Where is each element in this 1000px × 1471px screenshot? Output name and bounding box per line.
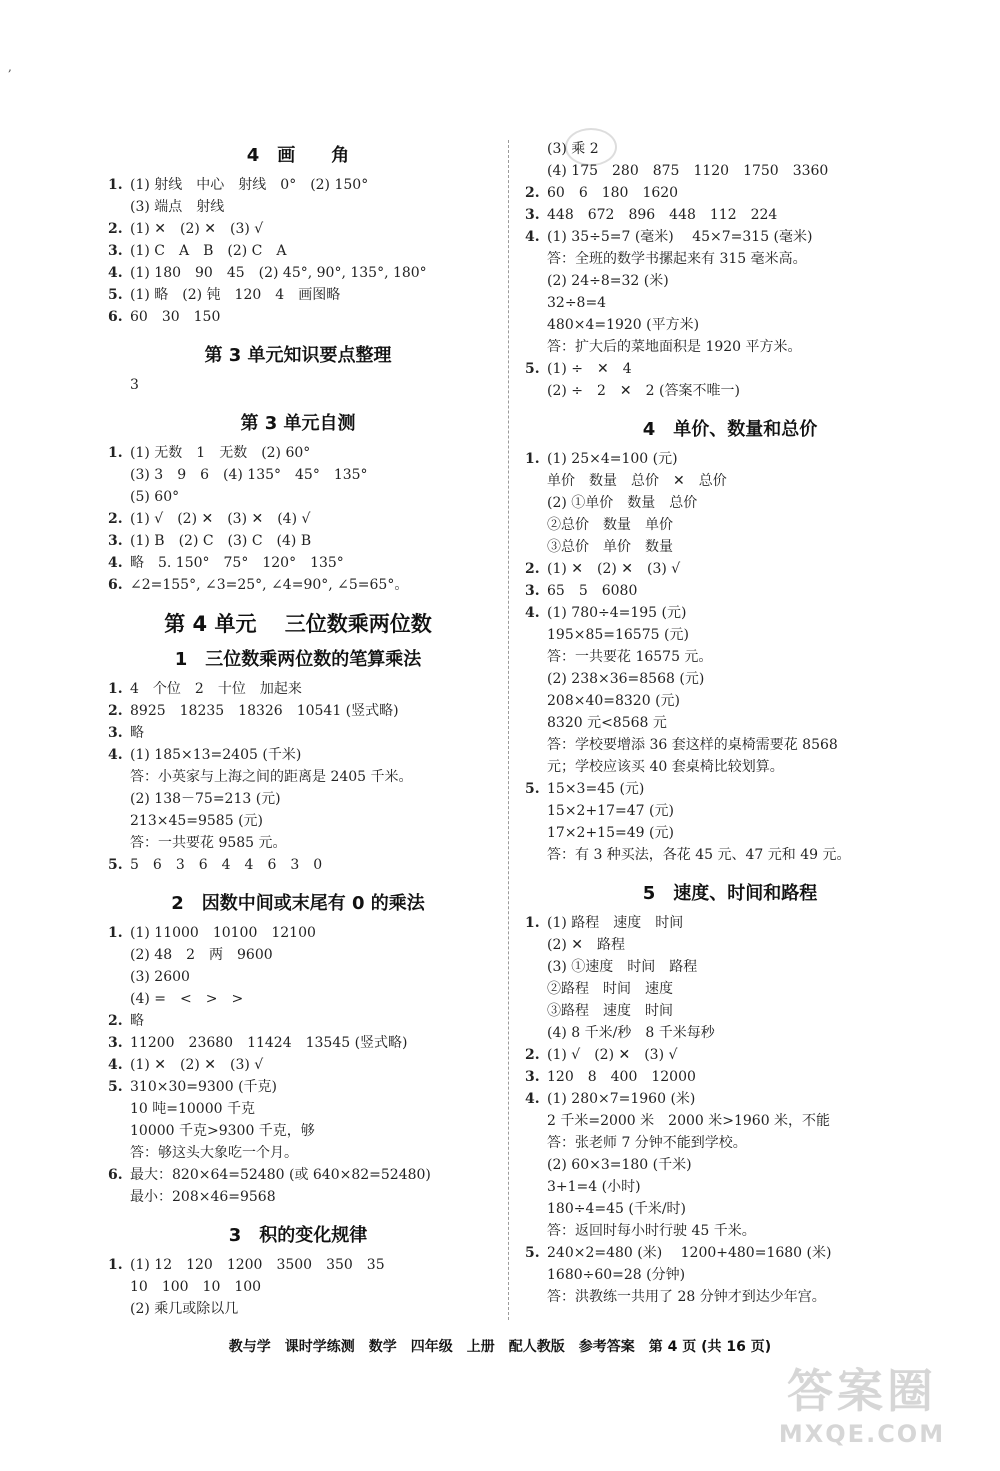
answer-text: 最大：820×64=52480 (或 640×82=52480) (130, 1167, 431, 1183)
answer-line (108, 552, 488, 574)
answer-text: (1) ✕ (2) ✕ (3) √ (130, 221, 264, 237)
answer-text: (3) 乘 2 (547, 141, 599, 157)
answer-text: 最小：208×46=9568 (130, 1189, 276, 1205)
question-number: 2. (525, 561, 540, 577)
answer-text: (1) B (2) C (3) C (4) B (130, 533, 312, 549)
section-heading: 第 3 单元知识要点整理 (204, 345, 392, 366)
answer-text: (1) 25×4=100 (元) (547, 451, 678, 467)
answer-text: 15×3=45 (元) (547, 781, 645, 797)
answer-line (525, 470, 935, 492)
answer-text: 448 672 896 448 112 224 (547, 207, 778, 223)
answer-line (525, 1022, 935, 1044)
answer-text: 答：全班的数学书摞起来有 315 毫米高。 (547, 251, 807, 267)
answer-line (108, 218, 488, 240)
question-number: 5. (108, 287, 123, 303)
answer-text: ∠2=155°, ∠3=25°, ∠4=90°, ∠5=65°。 (130, 577, 409, 593)
page-footer: 教与学 课时学练测 数学 四年级 上册 配人教版 参考答案 第 4 页 (共 16 页) (228, 1339, 772, 1355)
question-number: 5. (525, 361, 540, 377)
question-number: 1. (525, 451, 540, 467)
question-number: 1. (108, 177, 123, 193)
question-number: 1. (108, 1257, 123, 1273)
answer-section (108, 138, 488, 328)
answer-text: (3) 3 9 6 (4) 135° 45° 135° (130, 467, 368, 483)
answer-text: (1) 12 120 1200 3500 350 35 (130, 1257, 385, 1273)
answer-line (108, 1120, 488, 1142)
answer-text: (1) ✕ (2) ✕ (3) √ (130, 1057, 264, 1073)
answer-text: 答：返回时每小时行驶 45 千米。 (547, 1223, 756, 1239)
answer-text: 120 8 400 12000 (547, 1069, 696, 1085)
answer-line (108, 832, 488, 854)
answer-line (108, 262, 488, 284)
answer-line (525, 734, 935, 756)
answer-line (108, 744, 488, 766)
section-heading: 2 因数中间或末尾有 0 的乘法 (171, 893, 425, 914)
answer-line (108, 1142, 488, 1164)
question-number: 6. (108, 577, 123, 593)
section-heading: 4 单价、数量和总价 (642, 419, 818, 440)
question-number: 4. (108, 747, 123, 763)
answer-line (108, 678, 488, 700)
question-number: 2. (108, 1013, 123, 1029)
answer-text: (1) 280×7=1960 (米) (547, 1091, 696, 1107)
answer-text: 答：一共要花 16575 元。 (547, 649, 713, 665)
answer-section (525, 876, 935, 1308)
page-mark: , (8, 60, 12, 74)
answer-text: 213×45=9585 (元) (130, 813, 263, 829)
question-number: 3. (525, 207, 540, 223)
answer-line (525, 160, 935, 182)
answer-line (108, 854, 488, 876)
answer-line (525, 1198, 935, 1220)
answer-text: 180÷4=45 (千米/时) (547, 1201, 686, 1217)
answer-text: 答：够这头大象吃一个月。 (130, 1145, 298, 1161)
answer-line (108, 174, 488, 196)
answer-text: 单价 数量 总价 ✕ 总价 (547, 473, 727, 489)
answer-line (108, 530, 488, 552)
answer-text: (4) 175 280 875 1120 1750 3360 (547, 163, 829, 179)
answer-line (108, 922, 488, 944)
question-number: 5. (108, 1079, 123, 1095)
answer-text: (4) 8 千米/秒 8 千米每秒 (547, 1025, 715, 1041)
answer-text: ③路程 速度 时间 (547, 1003, 673, 1019)
answer-line (525, 1088, 935, 1110)
answer-text: (1) 35÷5=7 (毫米) 45×7=315 (毫米) (547, 229, 813, 245)
question-number: 1. (108, 681, 123, 697)
answer-text: 3 (130, 377, 139, 393)
answer-text: (2) ÷ 2 ✕ 2 (答案不唯一) (547, 383, 740, 399)
answer-text: 208×40=8320 (元) (547, 693, 680, 709)
answer-text: (1) √ (2) ✕ (3) ✕ (4) √ (130, 511, 311, 527)
answer-text: (1) 180 90 45 (2) 45°, 90°, 135°, 180° (130, 265, 427, 281)
answer-line (525, 624, 935, 646)
answer-line (525, 580, 935, 602)
answer-line (108, 574, 488, 596)
answer-text: 10000 千克>9300 千克，够 (130, 1123, 315, 1139)
answer-line (108, 306, 488, 328)
answer-line (108, 464, 488, 486)
answer-line (525, 138, 935, 160)
question-number: 4. (525, 605, 540, 621)
question-number: 5. (525, 781, 540, 797)
question-number: 6. (108, 309, 123, 325)
answer-line (525, 1264, 935, 1286)
answer-line (108, 486, 488, 508)
column-divider (508, 140, 509, 1320)
answer-text: (1) √ (2) ✕ (3) √ (547, 1047, 678, 1063)
answer-text: 8320 元<8568 元 (547, 715, 667, 731)
answer-text: ②路程 时间 速度 (547, 981, 673, 997)
answer-text: (1) 略 (2) 钝 120 4 画图略 (130, 287, 341, 303)
answer-text: 答：一共要花 9585 元。 (130, 835, 287, 851)
answer-text: 60 30 150 (130, 309, 221, 325)
answer-line (525, 602, 935, 624)
answer-line (525, 226, 935, 248)
answer-section (525, 138, 935, 402)
answer-line (525, 956, 935, 978)
answer-text: (2) ①单价 数量 总价 (547, 495, 698, 511)
question-number: 2. (525, 1047, 540, 1063)
question-number: 3. (525, 1069, 540, 1085)
left-column (108, 138, 488, 1320)
answer-line (108, 284, 488, 306)
section-heading: 第 4 单元 三位数乘两位数 (164, 612, 432, 636)
question-number: 3. (108, 725, 123, 741)
answer-line (525, 712, 935, 734)
question-number: 2. (108, 511, 123, 527)
answer-line (525, 270, 935, 292)
answer-line (525, 756, 935, 778)
watermark-text: 答案圈 (787, 1364, 937, 1418)
answer-line (525, 248, 935, 270)
answer-line (108, 1276, 488, 1298)
answer-text: (1) 无数 1 无数 (2) 60° (130, 445, 311, 461)
answer-text: (2) 238×36=8568 (元) (547, 671, 705, 687)
question-number: 4. (525, 229, 540, 245)
answer-text: 元；学校应该买 40 套桌椅比较划算。 (547, 759, 784, 775)
watermark-url: MXQE.COM (778, 1420, 946, 1448)
answer-line (525, 204, 935, 226)
answer-text: 10 吨=10000 千克 (130, 1101, 255, 1117)
question-number: 1. (525, 915, 540, 931)
answer-line (525, 1242, 935, 1264)
right-column (525, 138, 935, 1308)
answer-line (525, 558, 935, 580)
answer-text: 240×2=480 (米) 1200+480=1680 (米) (547, 1245, 832, 1261)
question-number: 6. (108, 1167, 123, 1183)
section-heading: 第 3 单元自测 (240, 413, 356, 434)
answer-line (525, 1286, 935, 1308)
answer-text: 略 5. 150° 75° 120° 135° (130, 555, 344, 571)
question-number: 5. (108, 857, 123, 873)
question-number: 4. (525, 1091, 540, 1107)
answer-text: 略 (130, 725, 144, 741)
answer-line (525, 380, 935, 402)
answer-line (108, 1254, 488, 1276)
answer-line (525, 182, 935, 204)
answer-text: 答：扩大后的菜地面积是 1920 平方米。 (547, 339, 802, 355)
answer-line (108, 442, 488, 464)
question-number: 4. (108, 555, 123, 571)
answer-text: 5 6 3 6 4 4 6 3 0 (130, 857, 323, 873)
answer-line (525, 668, 935, 690)
answer-line (525, 912, 935, 934)
answer-text: (1) 路程 速度 时间 (547, 915, 684, 931)
answer-line (525, 1220, 935, 1242)
answer-text: (1) ÷ ✕ 4 (547, 361, 632, 377)
answer-text: (2) 乘几或除以几 (130, 1301, 239, 1317)
answer-line (108, 700, 488, 722)
section-heading: 5 速度、时间和路程 (642, 883, 818, 904)
answer-line (108, 508, 488, 530)
answer-text: 10 100 10 100 (130, 1279, 262, 1295)
question-number: 3. (108, 533, 123, 549)
answer-line (525, 778, 935, 800)
answer-line (108, 1076, 488, 1098)
answer-text: 答：有 3 种买法，各花 45 元、47 元和 49 元。 (547, 847, 851, 863)
answer-text: 2 千米=2000 米 2000 米>1960 米，不能 (547, 1113, 831, 1129)
answer-line (525, 336, 935, 358)
answer-line (525, 1132, 935, 1154)
answer-text: (2) 60×3=180 (千米) (547, 1157, 692, 1173)
answer-text: 65 5 6080 (547, 583, 638, 599)
answer-line (525, 1154, 935, 1176)
answer-line (525, 1044, 935, 1066)
answer-line (525, 536, 935, 558)
answer-line (108, 1164, 488, 1186)
answer-line (525, 646, 935, 668)
answer-line (108, 1054, 488, 1076)
question-number: 3. (525, 583, 540, 599)
answer-text: (1) 780÷4=195 (元) (547, 605, 687, 621)
question-number: 4. (108, 1057, 123, 1073)
answer-line (525, 358, 935, 380)
answer-text: (1) 射线 中心 射线 0° (2) 150° (130, 177, 369, 193)
answer-line (525, 292, 935, 314)
answer-text: 答：张老师 7 分钟不能到学校。 (547, 1135, 747, 1151)
question-number: 3. (108, 243, 123, 259)
answer-line (525, 934, 935, 956)
question-number: 5. (525, 1245, 540, 1261)
answer-text: (2) 48 2 两 9600 (130, 947, 273, 963)
answer-text: (1) C A B (2) C A (130, 243, 287, 259)
answer-text: 1680÷60=28 (分钟) (547, 1267, 686, 1283)
question-number: 3. (108, 1035, 123, 1051)
answer-line (525, 1110, 935, 1132)
answer-section (108, 886, 488, 1208)
answer-section (108, 606, 488, 642)
answer-section (108, 642, 488, 876)
answer-line (108, 240, 488, 262)
answer-line (108, 196, 488, 218)
answer-text: 答：洪教练一共用了 28 分钟才到达少年宫。 (547, 1289, 826, 1305)
answer-text: 11200 23680 11424 13545 (竖式略) (130, 1035, 408, 1051)
answer-section (108, 406, 488, 596)
answer-line (525, 314, 935, 336)
answer-line (525, 978, 935, 1000)
answer-text: 480×4=1920 (平方米) (547, 317, 700, 333)
answer-text: 4 个位 2 十位 加起来 (130, 681, 302, 697)
answer-line (525, 1000, 935, 1022)
answer-text: 195×85=16575 (元) (547, 627, 689, 643)
answer-section (108, 1218, 488, 1320)
answer-line (525, 844, 935, 866)
section-heading: 4 画 角 (246, 145, 350, 166)
answer-line (108, 1032, 488, 1054)
answer-text: (2) 138－75=213 (元) (130, 791, 281, 807)
answer-line (108, 988, 488, 1010)
answer-line (108, 374, 488, 396)
question-number: 2. (108, 703, 123, 719)
answer-text: (5) 60° (130, 489, 180, 505)
answer-text: 答：小英家与上海之间的距离是 2405 千米。 (130, 769, 413, 785)
answer-line (525, 690, 935, 712)
question-number: 1. (108, 445, 123, 461)
answer-line (525, 800, 935, 822)
answer-text: 答：学校要增添 36 套这样的桌椅需要花 8568 (547, 737, 838, 753)
answer-text: (4) = < > > (130, 991, 244, 1007)
question-number: 1. (108, 925, 123, 941)
answer-text: 3+1=4 (小时) (547, 1179, 641, 1195)
answer-line (108, 1186, 488, 1208)
answer-line (108, 966, 488, 988)
answer-line (525, 448, 935, 470)
answer-text: 略 (130, 1013, 144, 1029)
question-number: 2. (525, 185, 540, 201)
answer-line (108, 1298, 488, 1320)
answer-text: ②总价 数量 单价 (547, 517, 673, 533)
answer-text: 15×2+17=47 (元) (547, 803, 674, 819)
answer-section (108, 338, 488, 396)
answer-text: 310×30=9300 (千克) (130, 1079, 277, 1095)
answer-line (525, 1176, 935, 1198)
answer-text: (3) 端点 射线 (130, 199, 225, 215)
question-number: 4. (108, 265, 123, 281)
answer-text: (3) 2600 (130, 969, 190, 985)
section-heading: 3 积的变化规律 (228, 1225, 368, 1246)
question-number: 2. (108, 221, 123, 237)
answer-line (108, 1098, 488, 1120)
answer-line (108, 810, 488, 832)
answer-text: 8925 18235 18326 10541 (竖式略) (130, 703, 399, 719)
answer-line (525, 1066, 935, 1088)
answer-text: (2) 24÷8=32 (米) (547, 273, 669, 289)
answer-line (108, 766, 488, 788)
answer-text: 17×2+15=49 (元) (547, 825, 674, 841)
answer-section (525, 412, 935, 866)
answer-text: (1) 185×13=2405 (千米) (130, 747, 302, 763)
answer-text: (2) ✕ 路程 (547, 937, 626, 953)
answer-line (525, 492, 935, 514)
answer-text: (3) ①速度 时间 路程 (547, 959, 698, 975)
answer-line (108, 722, 488, 744)
answer-text: ③总价 单价 数量 (547, 539, 673, 555)
answer-text: (1) 11000 10100 12100 (130, 925, 316, 941)
watermark-logo (762, 1363, 962, 1463)
section-heading: 1 三位数乘两位数的笔算乘法 (174, 649, 422, 670)
answer-text: 60 6 180 1620 (547, 185, 679, 201)
answer-line (108, 944, 488, 966)
answer-line (525, 514, 935, 536)
answer-text: (1) ✕ (2) ✕ (3) √ (547, 561, 681, 577)
answer-line (108, 788, 488, 810)
answer-line (525, 822, 935, 844)
answer-line (108, 1010, 488, 1032)
answer-text: 32÷8=4 (547, 295, 607, 311)
